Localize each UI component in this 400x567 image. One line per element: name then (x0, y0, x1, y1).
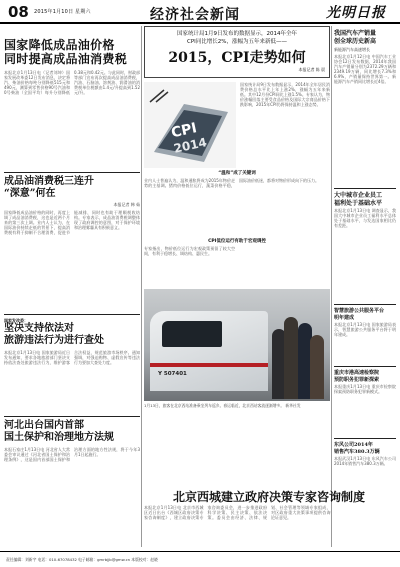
subhead-ev: 新能源汽车高速增长 (334, 47, 370, 52)
headline-dongfeng: 东风公司2014年 销售汽车380.3万辆 (334, 442, 380, 455)
divider (4, 172, 140, 173)
lead-headline: 2015，CPI走势如何 (168, 50, 306, 66)
lead-story-header (144, 26, 330, 78)
article-tourism: 本报北京1月13日电 国家旅游局近日发布通知，要求各地旅游部门坚决支持依法查处旅游违法行为，维护游客合法权益，规范旅游市场秩序。通知强调，对强迫购物、虚假宣传等违法行为要加大查处力度。 (4, 350, 140, 365)
svg-text:CPI: CPI (169, 120, 199, 142)
page-number: 08 (8, 3, 29, 21)
article-hebei-law: 本报石家庄1月13日电 河北省人大常委会审议通过《河北省国土保护和治理条例》，这是国内首部国土保护和治理方面的地方性法规，将于今年3月1日起施行。 (4, 447, 140, 462)
lead-byline: 本报记者 陈 晨 (298, 67, 325, 72)
divider (4, 416, 140, 417)
svg-text:2014: 2014 (172, 135, 209, 156)
cpi-2014-graphic (144, 82, 236, 168)
passengers (272, 309, 324, 399)
headline-welfare: 大中城市企业员工 福利处于基础水平 (334, 192, 383, 207)
lead-intro: 国家统计局1月9日发布的数据显示，2014年全年 CPI同比增长2%，涨幅为五年来新低—— (177, 31, 297, 45)
lead-body-2: 业内人士普遍认为，温和通胀将成为2015年物价走势的主基调。猪肉价格低位运行，蔬菜价格平稳，国际油价低迷，都将对物价形成向下的压力。 (144, 178, 319, 188)
article-smart-tourism: 本报北京1月13日电 国家旅游局表示，智慧旅游公共服务平台将于明年建成。 (334, 322, 396, 337)
section-title: 经济社会新闻 (150, 7, 240, 23)
headline-chongqing: 重庆市港高速检察院 预防职务犯罪新探索 (334, 370, 380, 383)
cpi-illustration (144, 82, 236, 168)
divider (4, 314, 140, 315)
headline-tourism: 坚决支持依法对 旅游违法行为进行查处 (4, 323, 104, 346)
kicker: 国家发改委： (4, 318, 28, 323)
issue-date: 2015年1月10日 星期六 (34, 9, 91, 15)
subhead-macro: CPI低位运行有助于宏观调控 (208, 239, 266, 244)
photo-caption: 1月13日，旅客在北京西站准备乘坐列车返乡。春运临近，北京西站客流逐渐增多。 新华社发 (144, 403, 301, 408)
train-number: Y 507401 (158, 371, 187, 377)
lead-body-1: 国家统计局9日发布数据显示，2014年全年居民消费价格总水平比上年上涨2%，涨幅为五年来新低。其中12月份CPI同比上涨1.5%。专家认为，物价涨幅回落主要受食品价格及国际大宗商品价格下跌影响，2015年CPI仍将保持温和上涨态势。 (240, 82, 330, 107)
headline-consumption-tax: 成品油消费税三连升 “深意”何在 (4, 176, 94, 199)
headline-smart-tourism: 智慧旅游公共服务平台 明年建成 (334, 308, 385, 321)
right-column (334, 26, 396, 547)
byline: 本报记者 韩 茹 (113, 202, 140, 207)
article-oil-price: 本报北京1月13日电（记者刘坤）国家发展改革委12日发布消息，决定将汽、柴油价格每吨分别降低515元和490元，测算到零售价格90号汽油和0号柴油（全国平均）每升分别降低0.38元和0.42元。与此同时，财政部等部门宣布再次提高成品油消费税，汽油、石脑油、溶剂油、润滑油的消费税单位税额由1.4元/升提高到1.52元/升。 (4, 70, 140, 95)
article-welfare: 本报北京1月13日电 调查显示，我国大中城市企业员工福利水平总体处于基础水平，与发达国家相比仍有差距。 (334, 208, 396, 228)
headline-xicheng: 北京西城建立政府决策专家咨询制度 (172, 490, 365, 504)
subhead-mild: “温和”成了关键词 (218, 171, 256, 176)
train-station-photo (144, 289, 330, 401)
article-xicheng: 本报北京1月13日电 北京市西城区近日出台《西城区政府决策专家咨询制度》，建立政府决策专家咨询委员会，进一步推进政府科学决策、民主决策、依法决策。委员会由经济、法律、规划、社会管理等领域专家组成，对区政府重大决策事项提供咨询论证意见。 (144, 505, 331, 520)
article-dongfeng: 本报武汉1月13日电 东风汽车公司2014年销售汽车380.3万辆。 (334, 456, 396, 466)
article-chongqing: 本报重庆1月13日电 重庆市检察院探索预防职务犯罪新模式。 (334, 384, 396, 394)
headline-hebei-law: 河北出台国内首部 国土保护和治理地方法规 (4, 420, 114, 443)
headline-auto-sales: 我国汽车产销量 创全球历史新高 (334, 30, 377, 45)
page-footer: 责任编辑：刘新宇 电话：010-67078432 电子邮箱：gmrbjjb@gmw.cn 本版校对：赵晓 (0, 551, 400, 567)
left-column (4, 26, 140, 547)
headline-oil-price: 国家降低成品油价格 同时提高成品油消费税 (4, 38, 128, 66)
article-consumption-tax: 国家降低成品油价格的同时，再度上调了成品油消费税，这也是近两个月来的第三次上调。业内人士认为，在国际油价持续走低的背景下，提高消费税有利于抑制不合理消费，促进节能减排，同时也有助于理顺税收结构。专家表示，成品油消费税调整体现了政府调控的意图，对于保护环境和治理雾霾具有积极意义。 (4, 210, 140, 235)
masthead (0, 0, 400, 24)
newspaper-logo: 光明日报 (326, 5, 386, 21)
train-window (162, 321, 222, 347)
lead-body-3: 专家指出，物价低位运行为宏观政策预留了较大空间，有利于稳增长、调结构、惠民生。 (144, 246, 235, 256)
middle-column (144, 26, 330, 547)
article-auto-sales: 本报北京1月12日电 中国汽车工业协会12日发布数据，2014年我国汽车产销量分别为2372.29万辆和2349.19万辆，同比增长7.3%和6.9%，产销量保持世界第一。新能源汽车产销同比增长近4倍。 (334, 54, 396, 84)
